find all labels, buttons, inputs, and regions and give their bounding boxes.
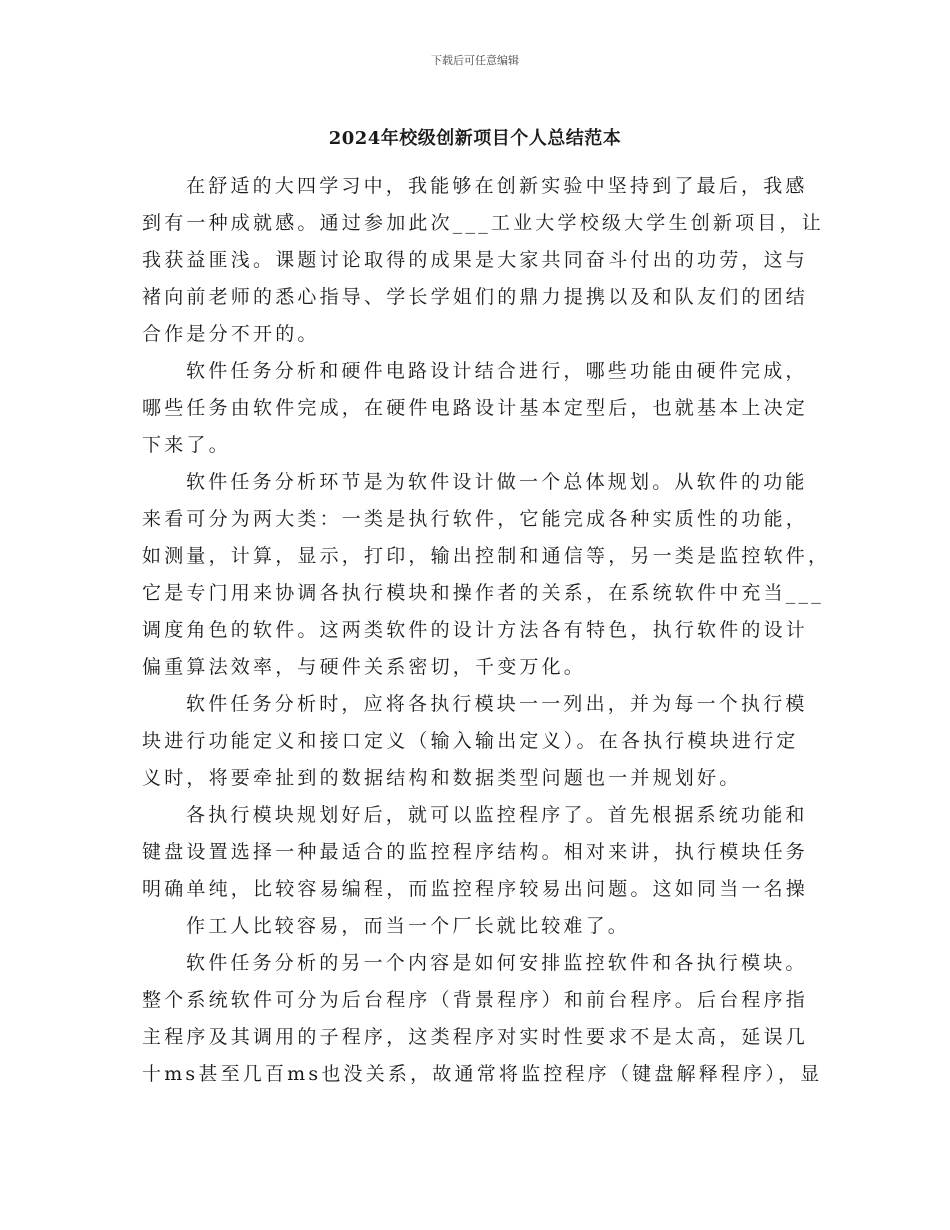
text-line: 调度角色的软件。这两类软件的设计方法各有特色，执行软件的设计 [142, 619, 809, 641]
text-line: 明确单纯，比较容易编程，而监控程序较易出问题。这如同当一名操 [142, 878, 809, 900]
text-line: 下来了。 [142, 434, 231, 456]
text-line: 软件任务分析环节是为软件设计做一个总体规划。从软件的功能 [186, 471, 808, 493]
text-line: 作工人比较容易，而当一个厂长就比较难了。 [186, 915, 631, 937]
text-line: 各执行模块规划好后，就可以监控程序了。首先根据系统功能和 [186, 804, 808, 826]
text-line: 来看可分为两大类：一类是执行软件，它能完成各种实质性的功能， [142, 508, 809, 530]
text-line: 偏重算法效率，与硬件关系密切，千变万化。 [142, 656, 587, 678]
text-line: 哪些任务由软件完成，在硬件电路设计基本定型后，也就基本上决定 [142, 397, 809, 419]
text-line: 十ms甚至几百ms也没关系，故通常将监控程序（键盘解释程序），显 [142, 1063, 823, 1085]
text-line: 到有一种成就感。通过参加此次___工业大学校级大学生创新项目，让 [142, 212, 824, 234]
text-line: 褚向前老师的悉心指导、学长学姐们的鼎力提携以及和队友们的团结 [142, 286, 809, 308]
text-line: 块进行功能定义和接口定义（输入输出定义）。在各执行模块进行定 [142, 730, 799, 752]
page-header-note: 下载后可任意编辑 [431, 54, 519, 67]
document-title: 2024年校级创新项目个人总结范本 [328, 128, 622, 149]
text-line: 软件任务分析和硬件电路设计结合进行，哪些功能由硬件完成， [186, 360, 808, 382]
text-line: 整个系统软件可分为后台程序（背景程序）和前台程序。后台程序指 [142, 989, 809, 1011]
text-line: 主程序及其调用的子程序，这类程序对实时性要求不是太高，延误几 [142, 1026, 809, 1048]
text-line: 在舒适的大四学习中，我能够在创新实验中坚持到了最后，我感 [186, 175, 808, 197]
text-line: 如测量，计算，显示，打印，输出控制和通信等，另一类是监控软件， [142, 545, 831, 567]
text-line: 义时，将要牵扯到的数据结构和数据类型问题也一并规划好。 [142, 767, 742, 789]
text-line: 软件任务分析的另一个内容是如何安排监控软件和各执行模块。 [186, 952, 808, 974]
text-line: 合作是分不开的。 [142, 323, 320, 345]
text-line: 软件任务分析时，应将各执行模块一一列出，并为每一个执行模 [186, 693, 808, 715]
text-line: 我获益匪浅。课题讨论取得的成果是大家共同奋斗付出的功劳，这与 [142, 249, 809, 271]
text-line: 键盘设置选择一种最适合的监控程序结构。相对来讲，执行模块任务 [142, 841, 809, 863]
text-line: 它是专门用来协调各执行模块和操作者的关系，在系统软件中充当___ [142, 582, 824, 604]
document-body [142, 168, 831, 1093]
